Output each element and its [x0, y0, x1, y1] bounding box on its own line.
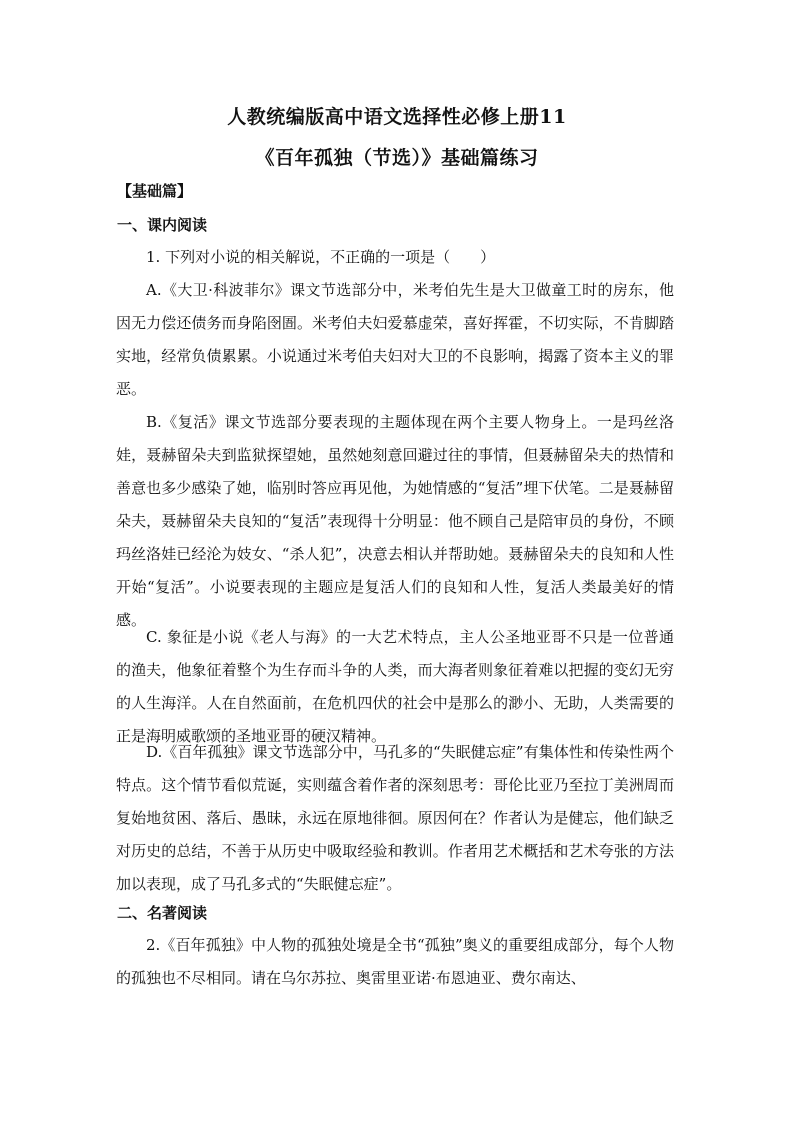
question-1-option-d: D.《百年孤独》课文节选部分中，马孔多的“失眠健忘症”有集体性和传染性两个特点。这个情节看似荒诞，实则蕴含着作者的深刻思考：哥伦比亚乃至拉丁美洲周而复始地贫困、落后、愚昧，永远在原地徘徊。原因何在？作者认为是健忘，他们缺乏对历史的总结，不善于从历史中吸取经验和教训。作者用艺术概括和艺术夸张的方法加以表现，成了马孔多式的“失眠健忘症”。	[116, 743, 674, 893]
question-1-stem: 1. 下列对小说的相关解说，不正确的一项是（ ）	[146, 248, 496, 266]
section-classic-reading-heading: 二、名著阅读	[117, 904, 208, 922]
section-basic-heading: 【基础篇】	[117, 182, 193, 200]
document-title-line2: 《百年孤独（节选）》基础篇练习	[255, 147, 539, 169]
question-2-stem: 2.《百年孤独》中人物的孤独处境是全书“孤独”奥义的重要组成部分，每个人物的孤独也不尽相同。请在乌尔苏拉、奥雷里亚诺·布恩迪亚、费尔南达、	[116, 936, 674, 987]
question-1-option-c: C. 象征是小说《老人与海》的一大艺术特点，主人公圣地亚哥不只是一位普通的渔夫，他象征着整个为生存而斗争的人类，而大海者则象征着难以把握的变幻无穷的人生海洋。人在自然面前，在危机四伏的社会中是那么的渺小、无助，人类需要的正是海明威歌颂的圣地亚哥的硬汉精神。	[116, 628, 674, 745]
question-1-option-a: A.《大卫·科波菲尔》课文节选部分中，米考伯先生是大卫做童工时的房东，他因无力偿还债务而身陷囹圄。米考伯夫妇爱慕虚荣，喜好挥霍，不切实际，不肯脚踏实地，经常负债累累。小说通过米考伯夫妇对大卫的不良影响，揭露了资本主义的罪恶。	[116, 281, 674, 398]
document-title-line1: 人教统编版高中语文选择性必修上册11	[227, 106, 567, 128]
question-1-option-b: B.《复活》课文节选部分要表现的主题体现在两个主要人物身上。一是玛丝洛娃，聂赫留朵夫到监狱探望她，虽然她刻意回避过往的事情，但聂赫留朵夫的热情和善意也多少感染了她，临别时答应再见他，为她情感的“复活”埋下伏笔。二是聂赫留朵夫，聂赫留朵夫良知的“复活”表现得十分明显：他不顾自己是陪审员的身份，不顾玛丝洛娃已经沦为妓女、“杀人犯”，决意去相认并帮助她。聂赫留朵夫的良知和人性开始“复活”。小说要表现的主题应是复活人们的良知和人性，复活人类最美好的情感。	[116, 413, 674, 629]
section-in-class-reading-heading: 一、课内阅读	[117, 216, 208, 234]
